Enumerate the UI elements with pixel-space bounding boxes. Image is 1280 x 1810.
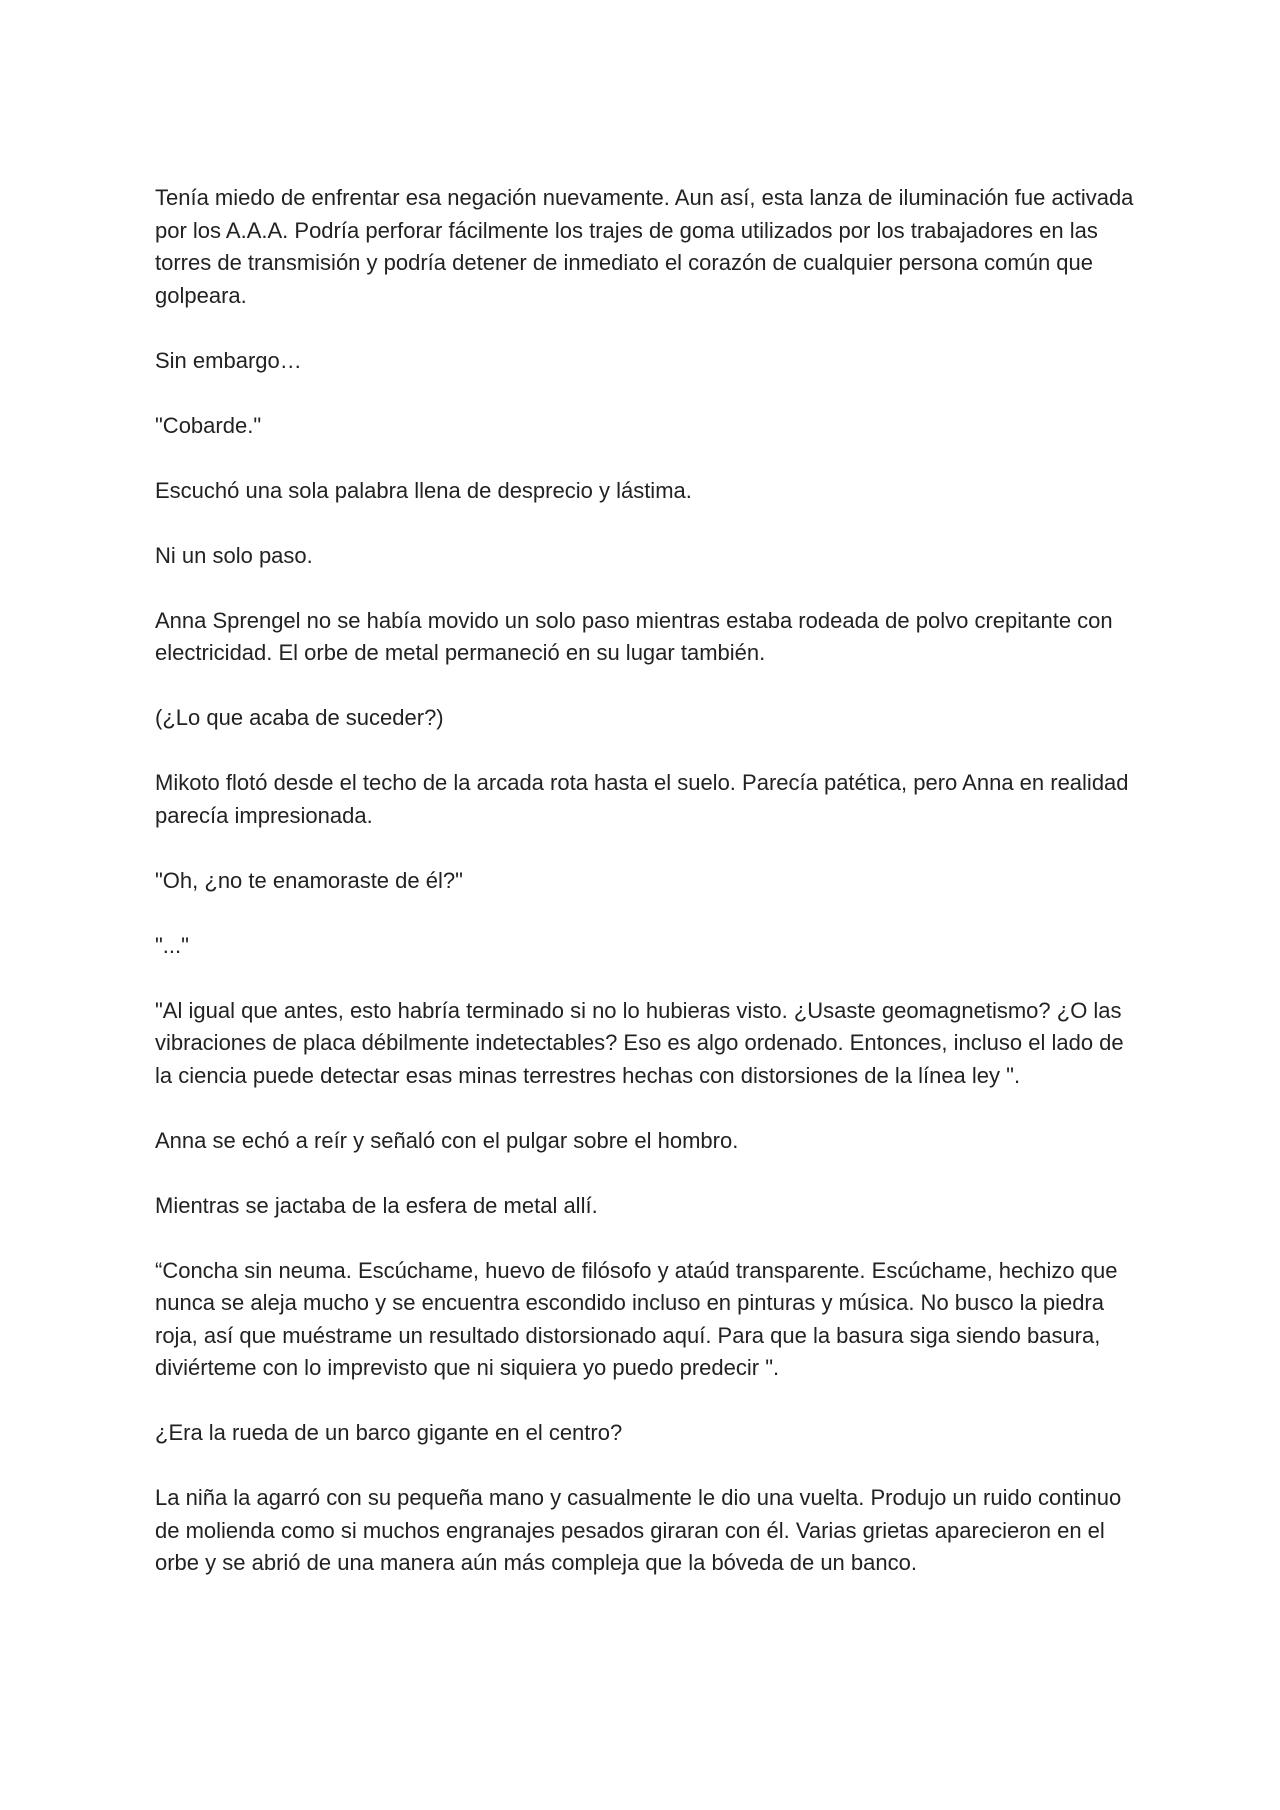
paragraph: Anna se echó a reír y señaló con el pulgar sobre el hombro. [155, 1127, 739, 1153]
paragraph: Tenía miedo de enfrentar esa negación nuevamente. Aun así, esta lanza de iluminación fue activada por los A.A.A. Podría perforar fácilmente los trajes de goma utilizados por los trabajadores en las torres de transmisión y podría detener de inmediato el corazón de cualquier persona común que golpeara. [155, 185, 1134, 308]
paragraph: Sin embargo… [155, 347, 302, 373]
paragraph: Mientras se jactaba de la esfera de metal allí. [155, 1192, 598, 1218]
paragraph: (¿Lo que acaba de suceder?) [155, 705, 444, 730]
paragraph: "..." [155, 932, 189, 958]
paragraph: ¿Era la rueda de un barco gigante en el centro? [155, 1420, 623, 1445]
paragraph: La niña la agarró con su pequeña mano y casualmente le dio una vuelta. Produjo un ruido continuo de molienda como si muchos engranajes pesados giraran con él. Varias grietas aparecieron en el orbe y se abrió de una manera aún más compleja que la bóveda de un banco. [155, 1485, 1122, 1575]
paragraph: Ni un solo paso. [155, 542, 313, 568]
paragraph: "Cobarde." [155, 412, 262, 438]
paragraph: Escuchó una sola palabra llena de desprecio y lástima. [155, 477, 692, 503]
paragraph: "Oh, ¿no te enamoraste de él?" [155, 867, 463, 893]
paragraph: Mikoto flotó desde el techo de la arcada rota hasta el suelo. Parecía patética, pero Anna en realidad parecía impresionada. [155, 770, 1129, 828]
paragraph: “Concha sin neuma. Escúchame, huevo de filósofo y ataúd transparente. Escúchame, hechizo que nunca se aleja mucho y se encuentra escondido incluso en pinturas y música. No busco la piedra roja, así que muéstrame un resultado distorsionado aquí. Para que la basura siga siendo basura, diviérteme con lo imprevisto que ni siquiera yo puedo predecir ". [155, 1257, 1118, 1380]
document-body [155, 182, 1140, 1580]
paragraph: Anna Sprengel no se había movido un solo paso mientras estaba rodeada de polvo crepitante con electricidad. El orbe de metal permaneció en su lugar también. [155, 607, 1113, 665]
paragraph: "Al igual que antes, esto habría terminado si no lo hubieras visto. ¿Usaste geomagnetismo? ¿O las vibraciones de placa débilmente indetectables? Eso es algo ordenado. Entonces, incluso el lado de la ciencia puede detectar esas minas terrestres hechas con distorsiones de la línea ley ". [155, 997, 1124, 1088]
